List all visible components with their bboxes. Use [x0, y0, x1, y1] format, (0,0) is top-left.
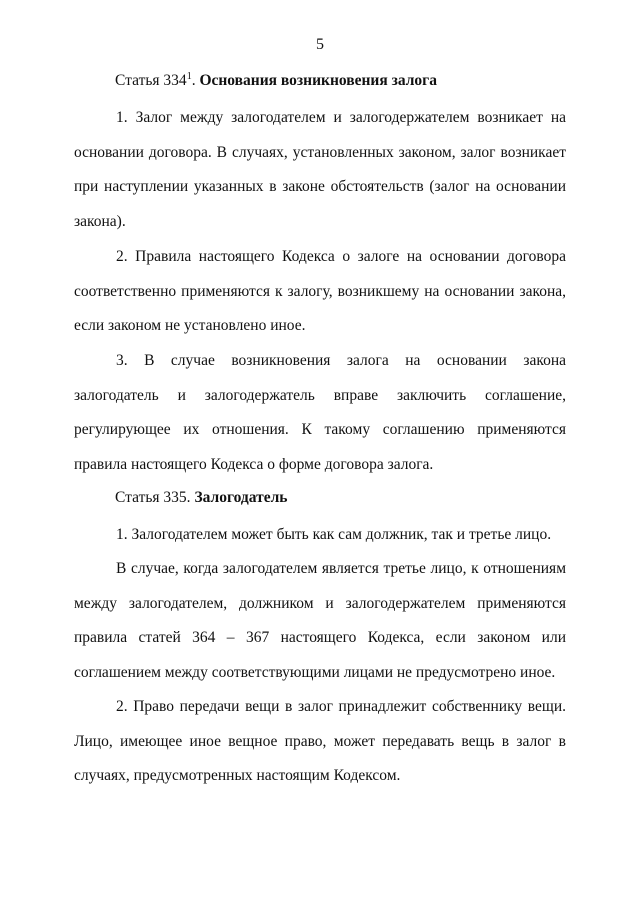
article-335-paragraph-1: 1. Залогодателем может быть как сам должник, так и третье лицо. — [116, 526, 552, 543]
article-334-label: Статья 334 — [115, 72, 187, 89]
article-334-title: Основания возникновения залога — [199, 72, 437, 89]
article-334-heading — [115, 72, 437, 90]
article-335-paragraph-3: 2. Право передачи вещи в залог принадлежит собственнику вещи. Лицо, имеющее иное вещное право, может передавать вещь в залог в случаях, предусмотренных настоящим Кодексом. — [74, 698, 566, 784]
article-334-paragraph-2: 2. Правила настоящего Кодекса о залоге на основании договора соответственно применяются к залогу, возникшему на основании закона, если законом не установлено иное. — [74, 248, 566, 334]
article-334-dot: . — [191, 72, 200, 89]
page-number: 5 — [316, 36, 324, 53]
article-334-superscript: 1 — [186, 70, 192, 82]
article-334-paragraph-1: 1. Залог между залогодателем и залогодержателем возникает на основании договора. В случаях, установленных законом, залог возникает при наступлении указанных в законе обстоятельств (залог на основании закона). — [74, 109, 566, 230]
article-335-heading — [115, 489, 287, 507]
article-335-title: Залогодатель — [194, 489, 288, 506]
article-334-paragraph-3: 3. В случае возникновения залога на основании закона залогодатель и залогодержатель вправе заключить соглашение, регулирующее их отношения. К такому соглашению применяются правила настоящего Кодекса о форме договора залога. — [74, 352, 566, 473]
article-335-paragraph-2: В случае, когда залогодателем является третье лицо, к отношениям между залогодателем, должником и залогодержателем применяются правила статей 364 – 367 настоящего Кодекса, если законом или соглашением между соответствующими лицами не предусмотрено иное. — [74, 560, 566, 681]
article-335-label: Статья 335. — [115, 489, 195, 506]
